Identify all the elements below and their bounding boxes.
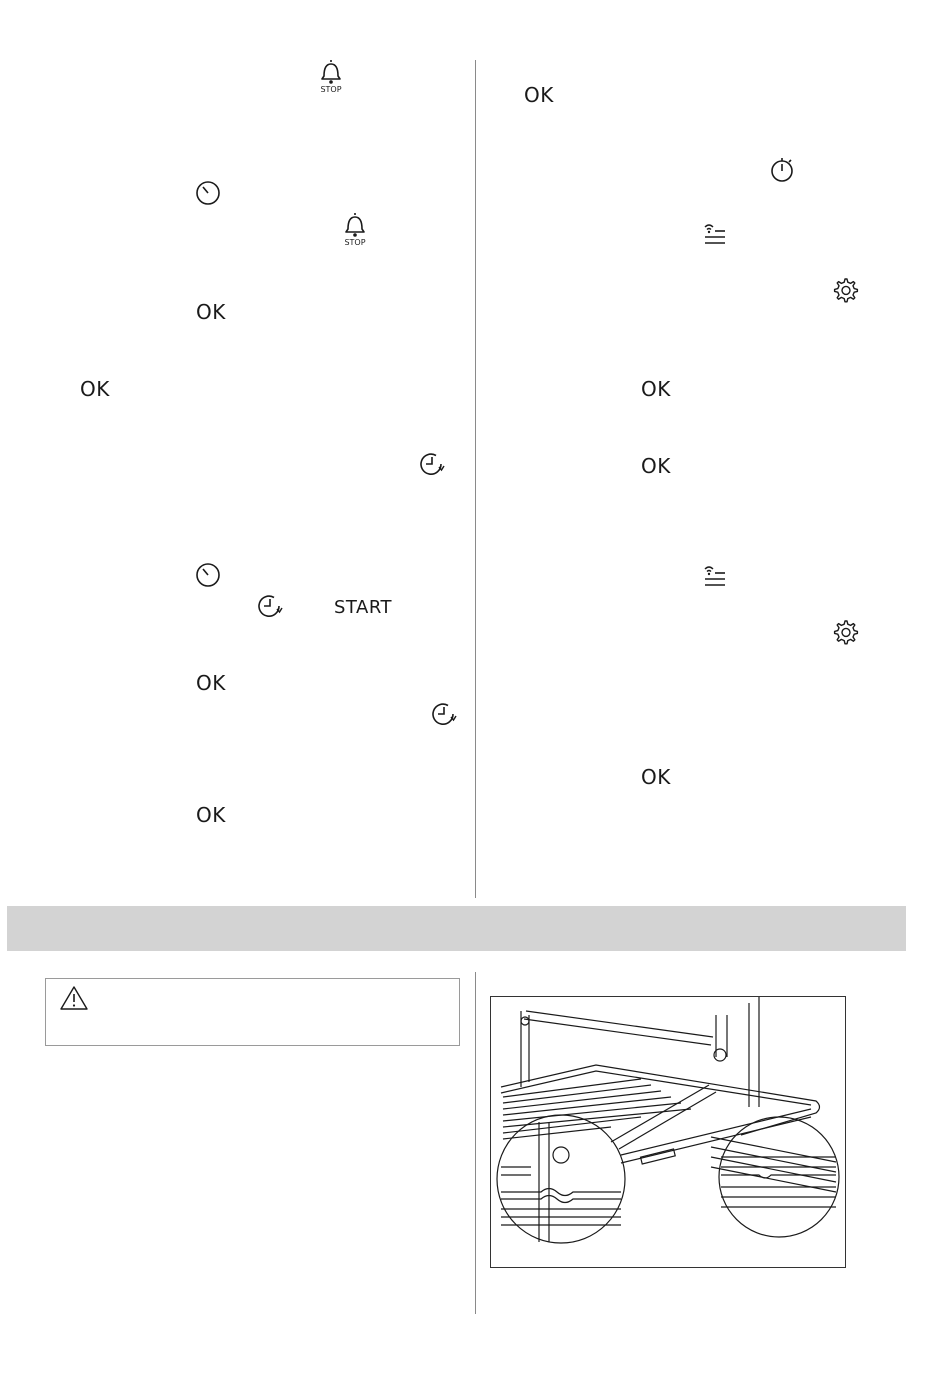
start-button-label: START: [334, 597, 393, 618]
delayed-start-icon: [430, 700, 458, 728]
column-divider-top: [475, 60, 476, 898]
ok-button-label: OK: [641, 765, 671, 789]
wire-shelf-illustration: [490, 996, 846, 1268]
delayed-start-icon: [418, 450, 446, 478]
column-divider-bottom: [475, 972, 476, 1314]
stopwatch-icon: [769, 154, 797, 184]
ok-button-label: OK: [196, 671, 226, 695]
delayed-start-icon: [256, 592, 284, 620]
bell-stop-icon: [341, 211, 369, 249]
ok-button-label: OK: [641, 377, 671, 401]
section-header-band: [7, 906, 906, 951]
warning-box: [45, 978, 460, 1046]
warning-icon: [59, 985, 89, 1011]
ok-button-label: OK: [196, 300, 226, 324]
ok-button-label: OK: [524, 83, 554, 107]
stop-label: STOP: [320, 85, 342, 94]
timer-icon: [195, 562, 221, 588]
timer-icon: [195, 180, 221, 206]
gear-icon: [831, 618, 859, 646]
wifi-menu-icon: [702, 564, 728, 588]
bell-stop-icon: [317, 58, 345, 96]
stop-label: STOP: [344, 238, 366, 247]
ok-button-label: OK: [80, 377, 110, 401]
ok-button-label: OK: [641, 454, 671, 478]
ok-button-label: OK: [196, 803, 226, 827]
wifi-menu-icon: [702, 222, 728, 246]
gear-icon: [831, 276, 859, 304]
